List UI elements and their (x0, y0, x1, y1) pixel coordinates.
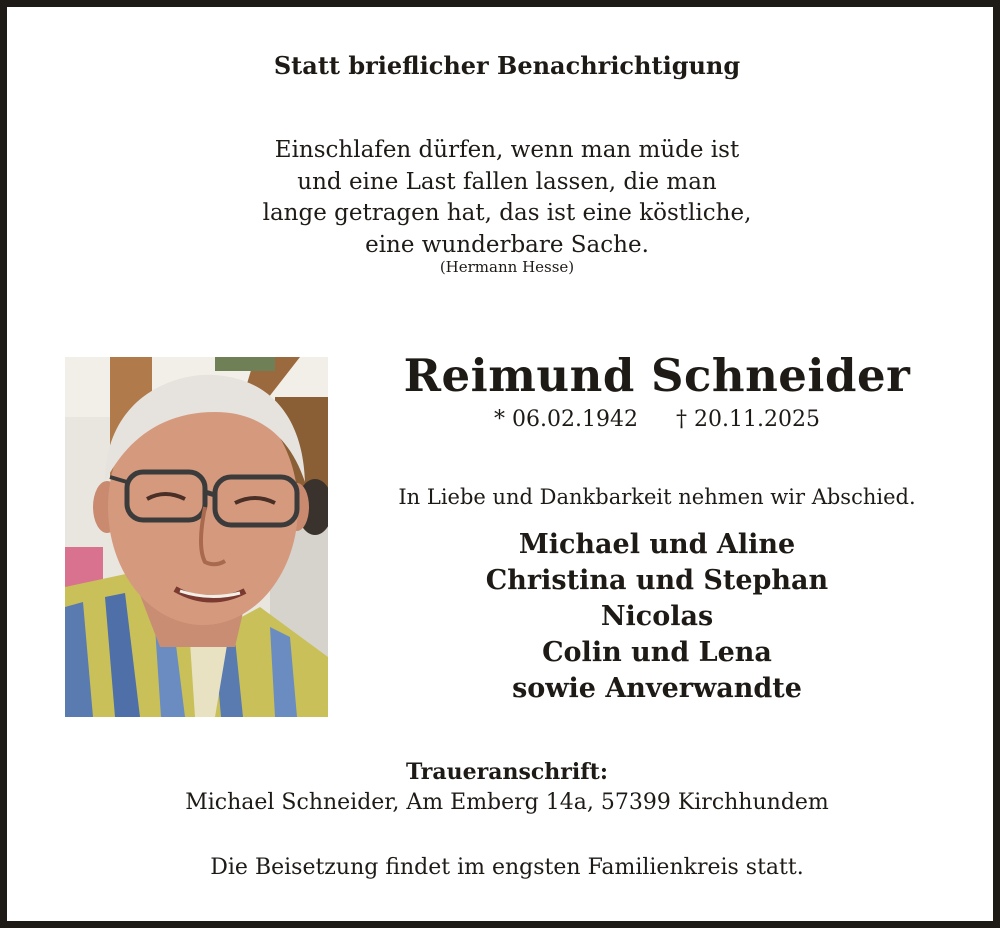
portrait-photo (65, 357, 328, 717)
family-member: Christina und Stephan (485, 565, 829, 596)
poem-quote (7, 135, 1000, 261)
poem-line: eine wunderbare Sache. (365, 231, 649, 258)
family-member: sowie Anverwandte (512, 673, 802, 704)
address-label: Traueranschrift: (406, 759, 608, 785)
poem-line: Einschlafen dürfen, wenn man müde ist (274, 137, 740, 163)
poem-line: lange getragen hat, das ist eine köstliche, (262, 200, 752, 226)
notice-header: Statt brieflicher Benachrichtigung (273, 51, 741, 80)
farewell-text: In Liebe und Dankbarkeit nehmen wir Abschied. (398, 485, 916, 509)
mourning-address: Michael Schneider, Am Emberg 14a, 57399 Kirchhundem (185, 790, 829, 815)
family-member: Michael und Aline (518, 529, 796, 560)
death-date: † 20.11.2025 (676, 407, 820, 432)
family-member: Nicolas (600, 601, 714, 632)
family-member: Colin und Lena (542, 637, 772, 668)
deceased-name: Reimund Schneider (403, 349, 911, 402)
birth-date: * 06.02.1942 (494, 407, 638, 432)
family-list (337, 527, 977, 707)
burial-note: Die Beisetzung findet im engsten Familienkreis statt. (210, 855, 804, 880)
poem-line: und eine Last fallen lassen, die man (297, 168, 717, 195)
life-dates (337, 407, 977, 432)
poem-author: (Hermann Hesse) (439, 258, 575, 276)
